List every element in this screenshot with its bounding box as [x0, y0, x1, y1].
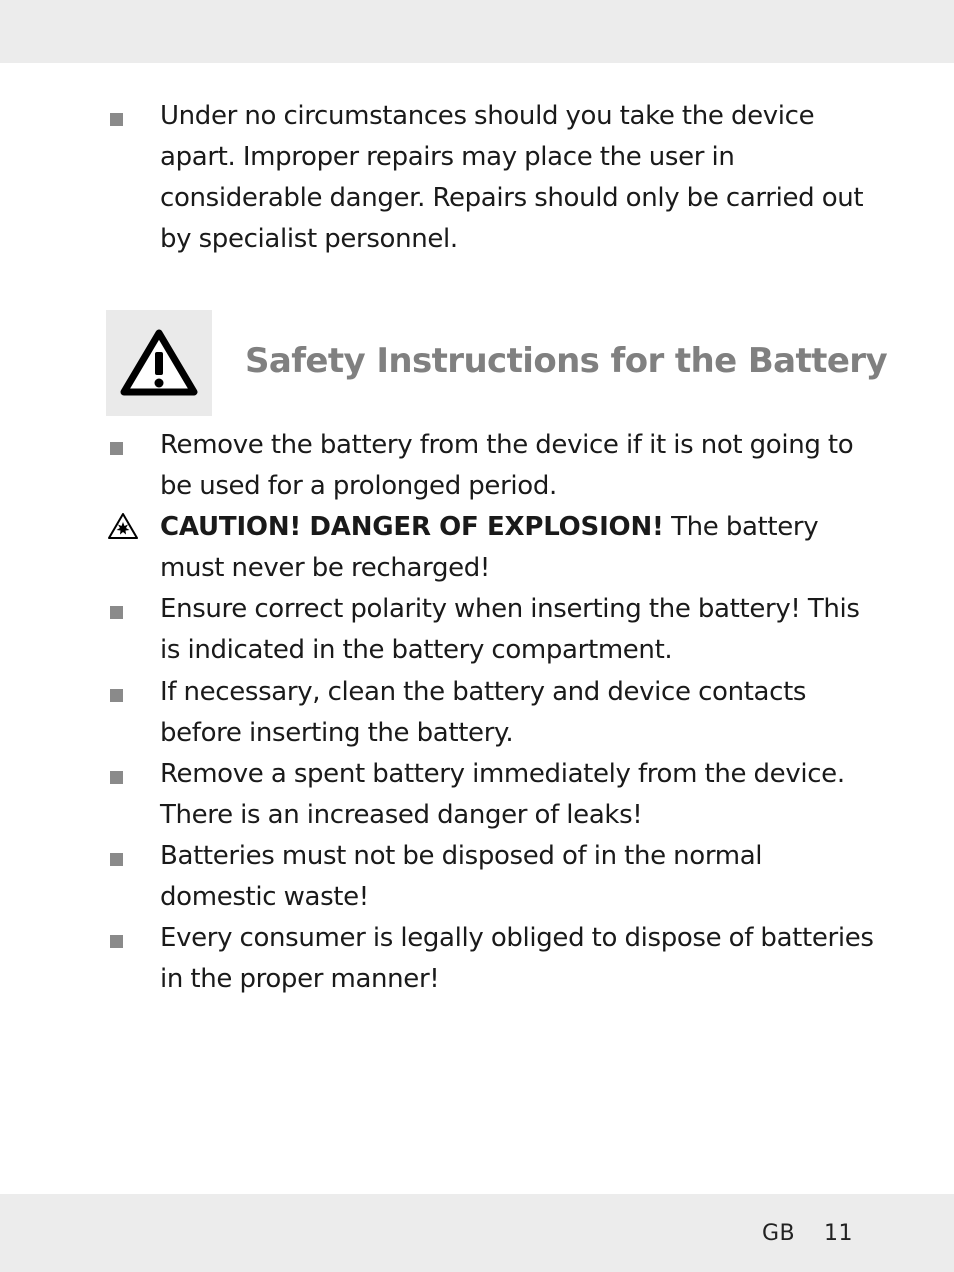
bullet-icon: [110, 853, 123, 866]
bullet-icon: [110, 606, 123, 619]
list-item-text: Remove a spent battery immediately from the device. There is an increased danger of leaks!: [160, 759, 845, 830]
list-item-text: Ensure correct polarity when inserting the battery! This is indicated in the battery compartment.: [160, 594, 860, 665]
footer-language: GB: [762, 1221, 796, 1246]
list-item-text: Under no circumstances should you take the device apart. Improper repairs may place the user in considerable danger. Repairs should only be carried out by specialist personnel.: [160, 101, 864, 254]
top-band: [0, 0, 954, 63]
list-item-text: If necessary, clean the battery and device contacts before inserting the battery.: [160, 677, 807, 748]
list-item-text: Batteries must not be disposed of in the normal domestic waste!: [160, 841, 763, 912]
list-item-text: [160, 507, 875, 589]
warning-triangle-icon: [120, 328, 198, 396]
section-title: Safety Instructions for the Battery: [245, 341, 888, 381]
bullet-icon: [110, 689, 123, 702]
page-number: 11: [824, 1221, 853, 1246]
explosion-warning-icon: [107, 512, 139, 540]
bullet-icon: [110, 771, 123, 784]
list-item-text: Remove the battery from the device if it is not going to be used for a prolonged period.: [160, 430, 854, 501]
list-item-text: Every consumer is legally obliged to dispose of batteries in the proper manner!: [160, 923, 874, 994]
bullet-icon: [110, 935, 123, 948]
bullet-icon: [110, 442, 123, 455]
caution-label: CAUTION! DANGER OF EXPLOSION!: [160, 512, 664, 542]
warning-box: [106, 310, 212, 416]
caution-text: The battery must never be recharged!: [160, 512, 819, 583]
bullet-icon: [110, 113, 123, 126]
footer-band: [0, 1194, 954, 1272]
